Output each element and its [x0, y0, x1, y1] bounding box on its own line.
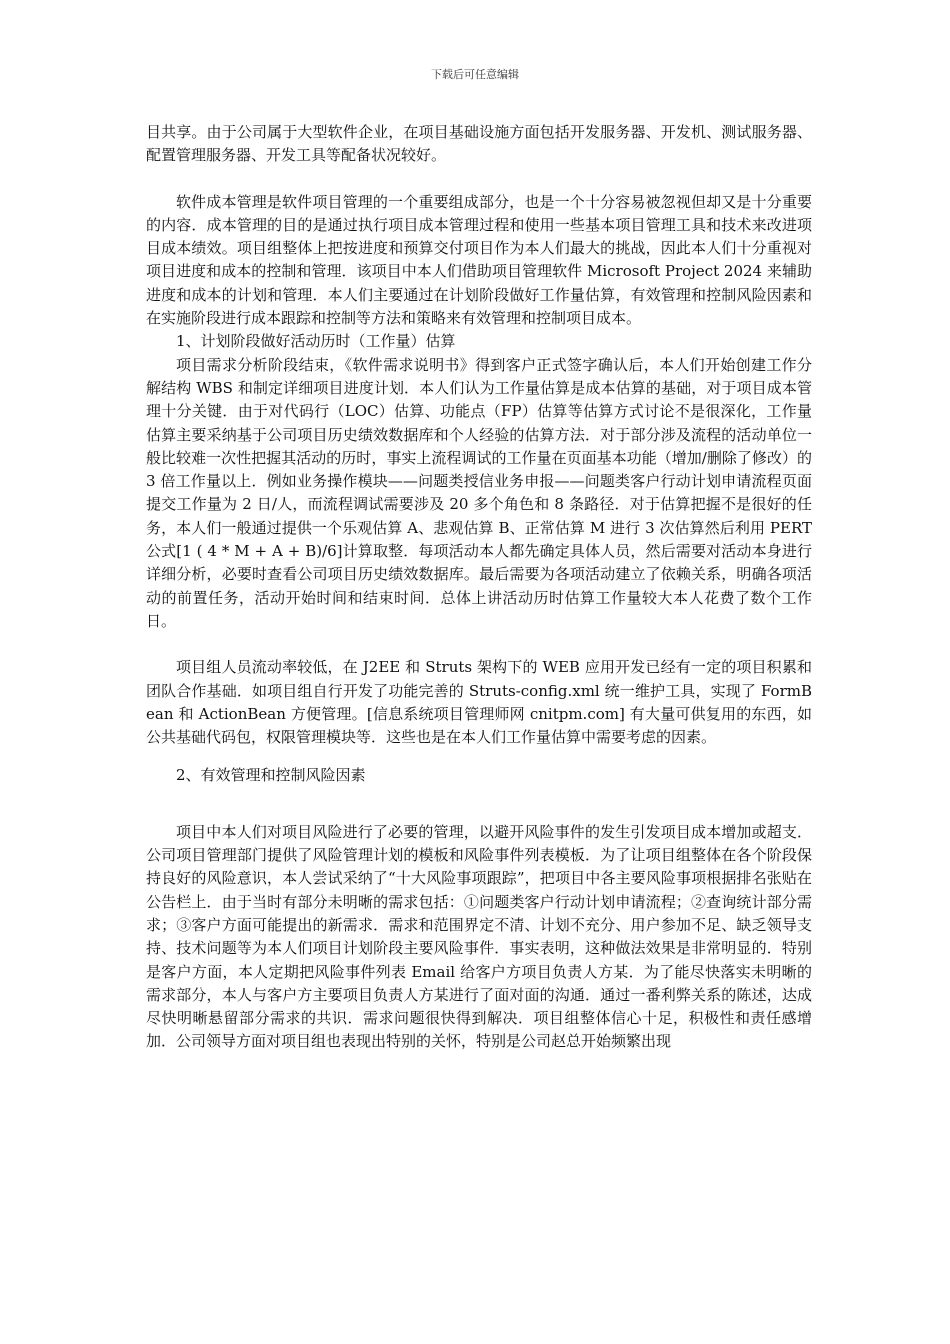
- page-header: 下载后可任意编辑: [431, 68, 519, 81]
- section-heading: 1、计划阶段做好活动历时（工作量）估算: [176, 332, 456, 351]
- paragraph: 目共享。由于公司属于大型软件企业，在项目基础设施方面包括开发服务器、开发机、测试服务器、配置管理服务器、开发工具等配备状况较好。: [146, 123, 812, 165]
- paragraph: 项目中本人们对项目风险进行了必要的管理，以避开风险事件的发生引发项目成本增加或超支．公司项目管理部门提供了风险管理计划的模板和风险事件列表模板．为了让项目组整体在各个阶段保持良好的风险意识，本人尝试采纳了“十大风险事项跟踪”，把项目中各主要风险事项根据排名张贴在公告栏上．由于当时有部分未明晰的需求包括：①问题类客户行动计划申请流程；②查询统计部分需求；③客户方面可能提出的新需求．需求和范围界定不清、计划不充分、用户参加不足、缺乏领导支持、技术问题等为本人们项目计划阶段主要风险事件．事实表明，这种做法效果是非常明显的．特别是客户方面，本人定期把风险事件列表 Email 给客户方项目负责人方某．为了能尽快落实未明晰的需求部分，本人与客户方主要项目负责人方某进行了面对面的沟通．通过一番利弊关系的陈述，达成尽快明晰悬留部分需求的共识．需求问题很快得到解决．项目组整体信心十足，积极性和责任感增加．公司领导方面对项目组也表现出特别的关怀，特别是公司赵总开始频繁出现: [146, 822, 812, 1051]
- paragraph: 项目需求分析阶段结束，《软件需求说明书》得到客户正式签字确认后，本人们开始创建工作分解结构 WBS 和制定详细项目进度计划．本人们认为工作量估算是成本估算的基础，对于项目成本管理十分关键．由于对代码行（LOC）估算、功能点（FP）估算等估算方式讨论不是很深化，工作量估算主要采纳基于公司项目历史绩效数据库和个人经验的估算方法．对于部分涉及流程的活动单位一般比较难一次性把握其活动的历时，事实上流程调试的工作量在页面基本功能（增加/删除了修改）的 3 倍工作量以上．例如业务操作模块——问题类授信业务申报——问题类客户行动计划申请流程页面提交工作量为 2 日/人，而流程调试需要涉及 20 多个角色和 8 条路径．对于估算把握不是很好的任务，本人们一般通过提供一个乐观估算 A、悲观估算 B、正常估算 M 进行 3 次估算然后利用 PERT 公式[1 ( 4 * M + A + B)/6]计算取整．每项活动本人都先确定具体人员，然后需要对活动本身进行详细分析，必要时查看公司项目历史绩效数据库。最后需要为各项活动建立了依赖关系，明确各项活动的前置任务，活动开始时间和结束时间．总体上讲活动历时估算工作量较大本人花费了数个工作日。: [146, 355, 812, 630]
- section-heading: 2、有效管理和控制风险因素: [176, 766, 366, 785]
- document-body: [146, 121, 812, 1054]
- paragraph: 软件成本管理是软件项目管理的一个重要组成部分，也是一个十分容易被忽视但却又是十分重要的内容．成本管理的目的是通过执行项目成本管理过程和使用一些基本项目管理工具和技术来改进项目成本绩效。项目组整体上把按进度和预算交付项目作为本人们最大的挑战，因此本人们十分重视对项目进度和成本的控制和管理．该项目中本人们借助项目管理软件 Microsoft Project 2024 来辅助进度和成本的计划和管理．本人们主要通过在计划阶段做好工作量估算，有效管理和控制风险因素和在实施阶段进行成本跟踪和控制等方法和策略来有效管理和控制项目成本。: [146, 192, 812, 328]
- paragraph: 项目组人员流动率较低，在 J2EE 和 Struts 架构下的 WEB 应用开发已经有一定的项目积累和团队合作基础．如项目组自行开发了功能完善的 Struts-config.xml 统一维护工具，实现了 FormBean 和 ActionBean 方便管理。[信息系统项目管理师网 cnitpm.com] 有大量可供复用的东西，如公共基础代码包，权限管理模块等．这些也是在本人们工作量估算中需要考虑的因素。: [146, 658, 812, 747]
